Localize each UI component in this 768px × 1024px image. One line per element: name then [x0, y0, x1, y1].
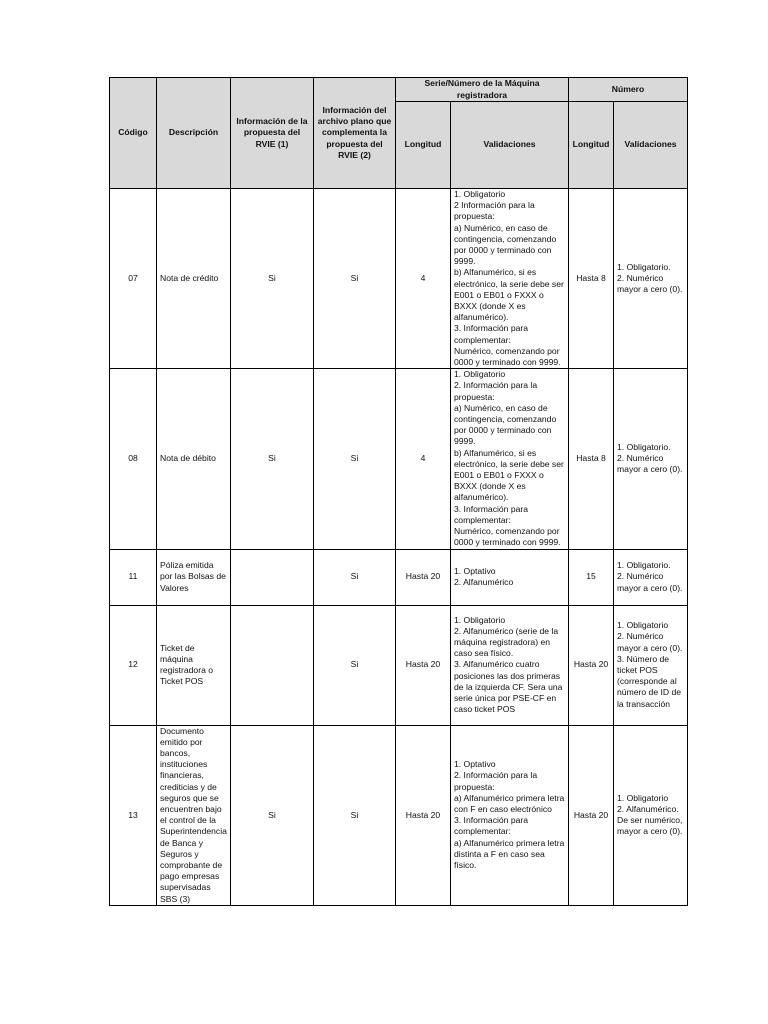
cell-descripcion: Póliza emitida por las Bolsas de Valores [157, 549, 231, 605]
cell-serie-longitud: 4 [396, 369, 451, 549]
header-descripcion: Descripción [157, 78, 231, 189]
header-numero-group: Número [569, 78, 688, 102]
cell-numero-longitud: Hasta 20 [569, 605, 614, 725]
header-info-propuesta: Información de la propuesta del RVIE (1) [231, 78, 314, 189]
cell-info-propuesta [231, 605, 314, 725]
cell-info-archivo: Si [314, 189, 396, 369]
table-row [110, 725, 688, 905]
cell-serie-validaciones: 1. Obligatorio 2. Información para la propuesta: a) Numérico, en caso de contingencia, comenzando por 0000 y terminado con 9999. b) Alfanumérico, si es electrónico, la serie debe ser E001 o EB01 o FXXX o BXXX (donde X es alfanumérico). 3. Información para complementar: Numérico, comenzando por 0000 y terminado con 9999. [451, 369, 569, 549]
cell-info-propuesta: Si [231, 725, 314, 905]
cell-numero-validaciones: 1. Obligatorio. 2. Numérico mayor a cero (0). [614, 189, 688, 369]
cell-descripcion: Nota de crédito [157, 189, 231, 369]
header-info-archivo: Información del archivo plano que complementa la propuesta del RVIE (2) [314, 78, 396, 189]
cell-info-propuesta: Si [231, 189, 314, 369]
cell-numero-longitud: Hasta 8 [569, 189, 614, 369]
header-numero-longitud: Longitud [569, 102, 614, 189]
cell-serie-validaciones: 1. Optativo 2. Información para la propuesta: a) Alfanumérico primera letra con F en caso electrónico 3. Información para complementar: a) Alfanumérico primera letra distinta a F en caso sea físico. [451, 725, 569, 905]
cell-numero-validaciones: 1. Obligatorio 2. Numérico mayor a cero (0). 3. Número de ticket POS (corresponde al número de ID de la transacción [614, 605, 688, 725]
table-row [110, 189, 688, 369]
table-row [110, 605, 688, 725]
cell-numero-longitud: 15 [569, 549, 614, 605]
cell-serie-validaciones: 1. Optativo 2. Alfanumérico [451, 549, 569, 605]
cell-codigo: 08 [110, 369, 157, 549]
cell-info-archivo: Si [314, 549, 396, 605]
cell-info-propuesta [231, 549, 314, 605]
table-row [110, 549, 688, 605]
cell-info-archivo: Si [314, 369, 396, 549]
cell-serie-longitud: Hasta 20 [396, 549, 451, 605]
cell-serie-validaciones: 1. Obligatorio 2 Información para la propuesta: a) Numérico, en caso de contingencia, comenzando por 0000 y terminado con 9999. b) Alfanumérico, si es electrónico, la serie debe ser E001 o EB01 o FXXX o BXXX (donde X es alfanumérico). 3. Información para complementar: Numérico, comenzando por 0000 y terminado con 9999. [451, 189, 569, 369]
cell-serie-validaciones: 1. Obligatorio 2. Alfanumérico (serie de la máquina registradora) en caso sea físico. 3. Alfanumérico cuatro posiciones las dos primeras de la izquierda CF. Sera una serie única por PSE-CF en caso ticket POS [451, 605, 569, 725]
cell-info-archivo: Si [314, 725, 396, 905]
header-numero-validaciones: Validaciones [614, 102, 688, 189]
header-codigo: Código [110, 78, 157, 189]
header-serie-validaciones: Validaciones [451, 102, 569, 189]
cell-descripcion: Nota de débito [157, 369, 231, 549]
header-serie-group: Serie/Número de la Máquina registradora [396, 78, 569, 102]
cell-codigo: 07 [110, 189, 157, 369]
cell-codigo: 12 [110, 605, 157, 725]
cell-codigo: 13 [110, 725, 157, 905]
table-row [110, 369, 688, 549]
header-row-top [110, 78, 688, 102]
cell-info-archivo: Si [314, 605, 396, 725]
cell-descripcion: Ticket de máquina registradora o Ticket POS [157, 605, 231, 725]
cell-serie-longitud: Hasta 20 [396, 605, 451, 725]
validation-table [109, 77, 688, 906]
cell-descripcion: Documento emitido por bancos, instituciones financieras, crediticias y de seguros que se encuentren bajo el control de la Superintendencia de Banca y Seguros y comprobante de pago empresas supervisadas SBS (3) [157, 725, 231, 905]
cell-codigo: 11 [110, 549, 157, 605]
cell-numero-longitud: Hasta 20 [569, 725, 614, 905]
cell-serie-longitud: 4 [396, 189, 451, 369]
cell-serie-longitud: Hasta 20 [396, 725, 451, 905]
cell-numero-validaciones: 1. Obligatorio 2. Alfanumérico. De ser numérico, mayor a cero (0). [614, 725, 688, 905]
header-serie-longitud: Longitud [396, 102, 451, 189]
cell-numero-validaciones: 1. Obligatorio. 2. Numérico mayor a cero (0). [614, 369, 688, 549]
cell-numero-validaciones: 1. Obligatorio. 2. Numérico mayor a cero (0). [614, 549, 688, 605]
cell-numero-longitud: Hasta 8 [569, 369, 614, 549]
cell-info-propuesta: Si [231, 369, 314, 549]
